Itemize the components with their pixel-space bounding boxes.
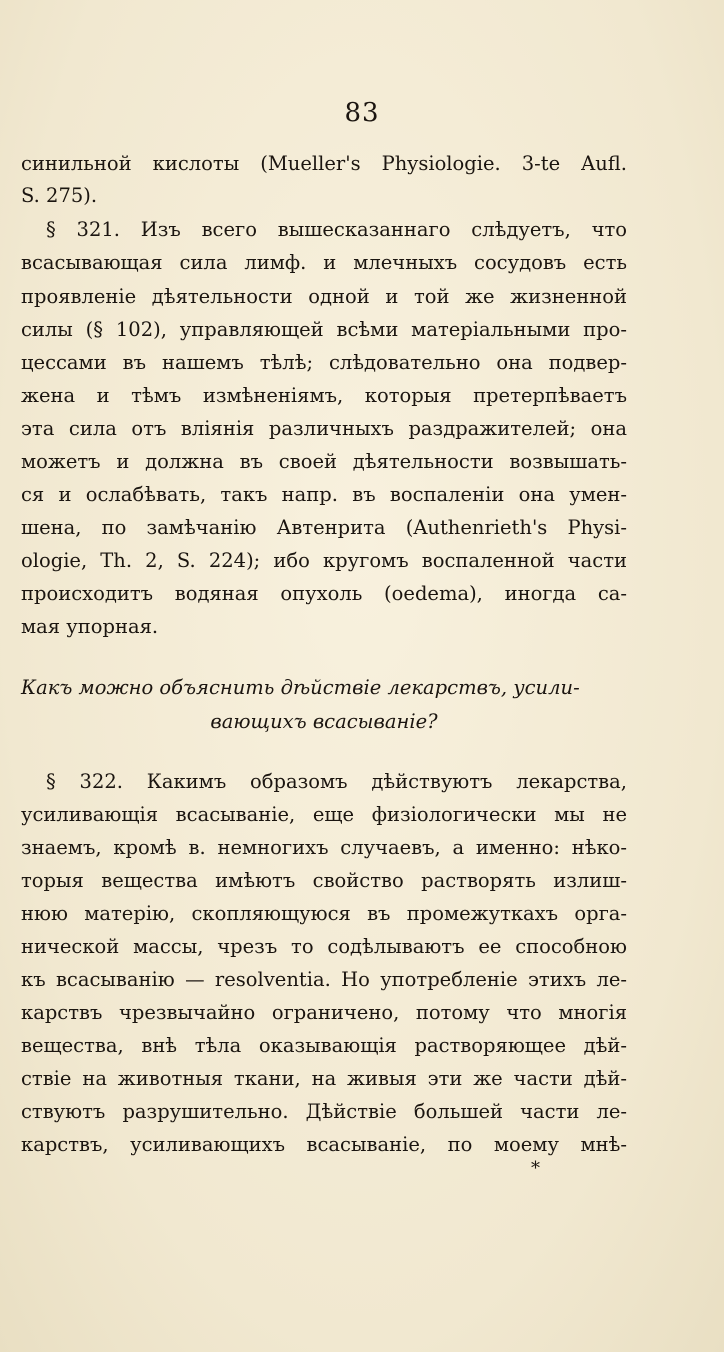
text-line: всасывающая сила лимф. и млечныхъ сосудовъ есть [21,251,627,274]
text-line: карствъ, усиливающихъ всасываніе, по моему мнѣ- [21,1133,627,1156]
text-line: мая упорная. [21,615,159,638]
text-line: нюю матерію, скопляющуюся въ промежуткахъ орга- [21,902,627,925]
text-line: синильной кислоты (Mueller's Physiologie. 3-te Aufl. [21,152,627,175]
text-line: жена и тѣмъ измѣненіямъ, которыя претерпѣваетъ [21,384,627,407]
text-line: ствуютъ разрушительно. Дѣйствіе большей части ле- [21,1100,627,1123]
text-line: силы (§ 102), управляющей всѣми матеріальными про- [21,318,627,341]
section-heading-line-1: Какъ можно объяснить дѣйствіе лекарствъ, усили- [21,676,580,699]
text-line: происходитъ водяная опухоль (oedema), иногда са- [21,582,627,605]
section-heading-line-2: вающихъ всасываніе? [210,710,438,733]
text-line: ologie, Th. 2, S. 224); ибо кругомъ воспаленной части [21,549,627,572]
text-line: къ всасыванію — resolventia. Но употребленіе этихъ ле- [21,968,627,991]
text-line: § 321. Изъ всего вышесказаннаго слѣдуетъ, что [46,218,627,241]
footer-asterisk: * [531,1158,540,1179]
text-line: знаемъ, кромѣ в. немногихъ случаевъ, а именно: нѣко- [21,836,627,859]
text-line: шена, по замѣчанію Автенрита (Authenrieth's Physi- [21,516,627,539]
text-line: цессами въ нашемъ тѣлѣ; слѣдовательно она подвер- [21,351,627,374]
text-line: вещества, внѣ тѣла оказывающія растворяющее дѣй- [21,1034,627,1057]
text-line: ся и ослабѣвать, такъ напр. въ воспаленіи она умен- [21,483,627,506]
text-line: § 322. Какимъ образомъ дѣйствуютъ лекарства, [46,770,627,793]
text-line: эта сила отъ вліянія различныхъ раздражителей; она [21,417,627,440]
text-line: проявленіе дѣятельности одной и той же жизненной [21,285,627,308]
text-line: можетъ и должна въ своей дѣятельности возвышать- [21,450,627,473]
text-line: карствъ чрезвычайно ограничено, потому что многія [21,1001,627,1024]
page-number: 83 [344,98,380,128]
text-line: S. 275). [21,184,98,207]
text-line: усиливающія всасываніе, еще физіологически мы не [21,803,627,826]
text-line: торыя вещества имѣютъ свойство растворять излиш- [21,869,627,892]
text-line: ствіе на животныя ткани, на живыя эти же части дѣй- [21,1067,627,1090]
text-line: нической массы, чрезъ то содѣлываютъ ее способною [21,935,627,958]
